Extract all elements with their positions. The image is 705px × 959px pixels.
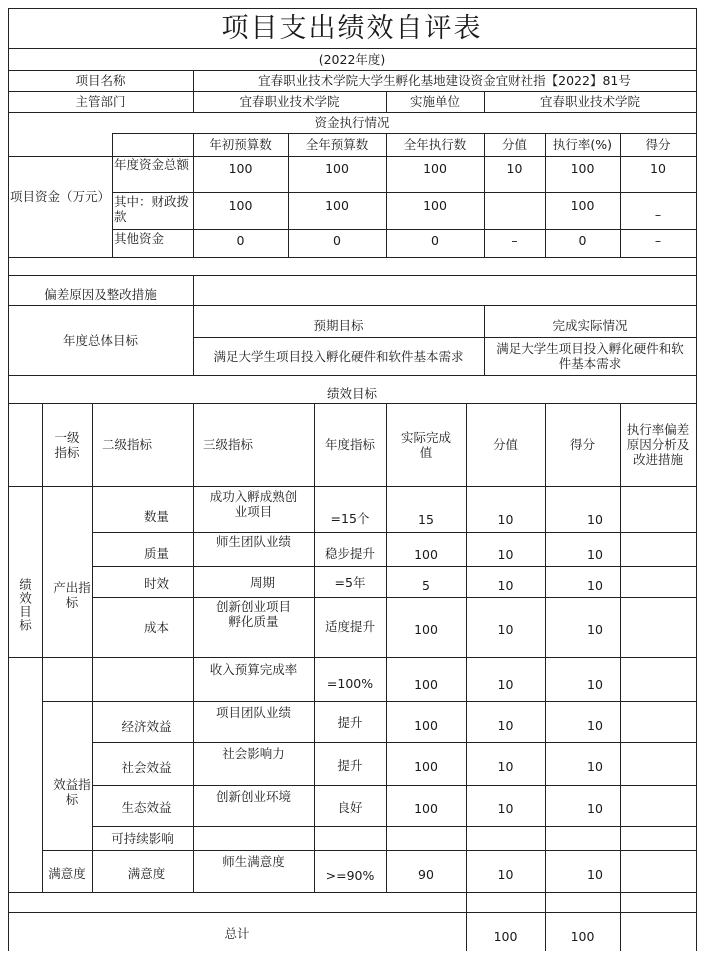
perf-annual: 良好 <box>337 799 363 815</box>
perf-l2: 生态效益 <box>121 799 172 815</box>
perf-l2: 满意度 <box>127 865 166 881</box>
funds-row-label: 年度资金总额 <box>114 157 190 172</box>
perf-l3: 社会影响力 <box>222 746 285 761</box>
funds-cell: 100 <box>570 161 595 176</box>
funds-header: 全年执行数 <box>403 137 467 152</box>
funds-cell: 100 <box>423 161 447 176</box>
perf-l3: 创新创业环境 <box>215 789 291 804</box>
output-indicator-label: 产出指标 <box>53 580 91 610</box>
perf-annual: 适度提升 <box>324 618 375 634</box>
perf-annual: 稳步提升 <box>324 545 375 561</box>
funds-cell: – <box>511 232 518 248</box>
perf-value: 10 <box>497 866 514 882</box>
perf-annual: =15个 <box>330 510 370 526</box>
perf-score: 10 <box>587 758 603 774</box>
funds-section-title: 资金执行情况 <box>314 115 390 130</box>
annual-goal-label: 年度总体目标 <box>62 332 138 348</box>
actual-goal-header: 完成实际情况 <box>552 317 628 333</box>
deviation-label: 偏差原因及整改措施 <box>44 286 157 302</box>
grid-line <box>8 375 696 376</box>
perf-value: 10 <box>497 676 514 692</box>
project-name-value: 宜春职业技术学院大学生孵化基地建设资金宜财社指【2022】81号 <box>258 73 631 88</box>
perf-score: 10 <box>587 577 603 593</box>
funds-cell: 100 <box>570 198 595 213</box>
funds-cell: 100 <box>228 198 253 213</box>
grid-line <box>92 532 696 533</box>
grid-line <box>8 257 696 258</box>
perf-l3: 创新创业项目孵化质量 <box>215 599 291 629</box>
funds-cell <box>484 198 545 226</box>
perf-annual: 提升 <box>337 757 363 773</box>
perf-score: 10 <box>587 866 603 882</box>
perf-header-annual: 年度指标 <box>324 437 375 452</box>
perf-score: 10 <box>587 621 603 637</box>
dept-label: 主管部门 <box>75 94 126 109</box>
satisfaction-l1: 满意度 <box>48 865 86 881</box>
fiscal-year: (2022年度) <box>318 51 386 67</box>
perf-annual: 提升 <box>337 714 363 730</box>
total-value: 100 <box>493 928 518 944</box>
grid-line <box>112 192 696 193</box>
grid-line <box>696 8 697 951</box>
grid-line <box>8 275 696 276</box>
grid-line <box>8 892 696 893</box>
perf-value: 10 <box>497 800 514 816</box>
grid-line <box>42 701 696 702</box>
expected-goal-text: 满足大学生项目投入孵化硬件和软件基本需求 <box>213 348 464 364</box>
perf-l2: 质量 <box>143 545 169 561</box>
perf-actual: 90 <box>418 866 434 882</box>
perf-actual: 100 <box>414 621 438 637</box>
grid-line <box>92 742 696 743</box>
funds-cell: 10 <box>650 161 666 176</box>
perf-l2: 成本 <box>143 619 169 635</box>
funds-cell: 0 <box>333 232 341 248</box>
funds-cell: 0 <box>431 232 439 248</box>
impl-unit-value: 宜春职业技术学院 <box>539 94 640 109</box>
perf-score: 10 <box>587 546 603 562</box>
perf-actual: 5 <box>422 577 430 593</box>
funds-header: 全年预算数 <box>305 137 369 152</box>
funds-cell: 100 <box>325 161 349 176</box>
perf-header-score: 得分 <box>569 437 595 452</box>
total-score: 100 <box>570 928 595 944</box>
perf-outer-label: 绩效目标 <box>17 578 33 632</box>
funds-row-label: 其他资金 <box>114 230 165 246</box>
perf-score: 10 <box>587 511 603 527</box>
perf-header-reason: 执行率偏差原因分析及改进措施 <box>626 422 690 467</box>
perf-annual: =100% <box>326 675 374 691</box>
perf-actual: 100 <box>414 800 438 816</box>
perf-header-actual: 实际完成值 <box>400 429 451 460</box>
grid-line <box>92 403 93 892</box>
funds-header: 年初预算数 <box>209 137 272 152</box>
perf-l2: 数量 <box>143 508 169 524</box>
funds-header: 得分 <box>645 137 671 152</box>
perf-value: 10 <box>497 577 514 593</box>
benefit-indicator-label: 效益指标 <box>53 777 91 807</box>
perf-value: 10 <box>497 511 514 527</box>
funds-cell: – <box>654 232 662 248</box>
funds-cell: 100 <box>423 198 447 213</box>
grid-line <box>42 657 43 892</box>
perf-l3: 周期 <box>249 574 275 590</box>
perf-score: 10 <box>587 800 603 816</box>
perf-score: 10 <box>587 676 603 692</box>
perf-actual: 15 <box>418 511 434 527</box>
perf-header-value: 分值 <box>492 437 518 452</box>
perf-header-level2: 二级指标 <box>102 437 153 452</box>
perf-l3: 项目团队业绩 <box>215 705 291 720</box>
page-title: 项目支出绩效自评表 <box>221 12 483 44</box>
funds-row-label: 项目资金（万元） <box>10 188 111 204</box>
funds-cell: 0 <box>236 232 245 248</box>
perf-score: 10 <box>587 717 603 733</box>
perf-l2: 可持续影响 <box>111 830 174 846</box>
perf-section-title: 绩效目标 <box>326 385 377 401</box>
perf-actual: 100 <box>414 717 438 733</box>
dept-value: 宜春职业技术学院 <box>239 94 340 109</box>
impl-unit-label: 实施单位 <box>409 94 460 109</box>
perf-l3: 师生团队业绩 <box>215 534 291 549</box>
perf-l3: 成功入孵成熟创业项目 <box>209 489 298 519</box>
grid-line <box>8 486 696 487</box>
funds-header: 分值 <box>501 137 527 152</box>
funds-cell: – <box>654 206 662 222</box>
perf-header-level3: 三级指标 <box>203 437 254 452</box>
perf-value: 10 <box>497 758 514 774</box>
perf-annual: >=90% <box>325 867 375 883</box>
expected-goal-header: 预期目标 <box>313 317 364 333</box>
perf-actual: 100 <box>414 546 438 562</box>
perf-l3: 师生满意度 <box>222 854 285 869</box>
funds-cell: 100 <box>228 161 253 176</box>
perf-annual: =5年 <box>334 574 366 590</box>
funds-cell: 10 <box>506 161 523 176</box>
actual-goal-text: 满足大学生项目投入孵化硬件和软件基本需求 <box>496 341 684 371</box>
grid-line <box>92 597 696 598</box>
perf-l2: 经济效益 <box>121 718 172 734</box>
perf-value: 10 <box>497 717 514 733</box>
grid-line <box>92 785 696 786</box>
grid-line <box>8 8 9 951</box>
perf-l3: 收入预算完成率 <box>209 662 298 677</box>
grid-line <box>8 912 696 913</box>
funds-header: 执行率(%) <box>552 137 613 152</box>
total-label: 总计 <box>224 925 250 941</box>
perf-actual: 100 <box>414 676 438 692</box>
perf-actual: 100 <box>414 758 438 774</box>
perf-value: 10 <box>497 621 514 637</box>
grid-line <box>42 850 696 851</box>
grid-line <box>8 657 696 658</box>
perf-value: 10 <box>497 546 514 562</box>
perf-l2: 社会效益 <box>121 759 172 775</box>
grid-line <box>92 566 696 567</box>
funds-row-label: 其中：财政拨款 <box>114 194 190 224</box>
funds-cell: 0 <box>578 232 587 248</box>
project-name-label: 项目名称 <box>75 73 126 88</box>
perf-l2: 时效 <box>143 575 169 591</box>
funds-cell: 100 <box>325 198 349 213</box>
perf-header-level1: 一级指标 <box>54 429 80 460</box>
